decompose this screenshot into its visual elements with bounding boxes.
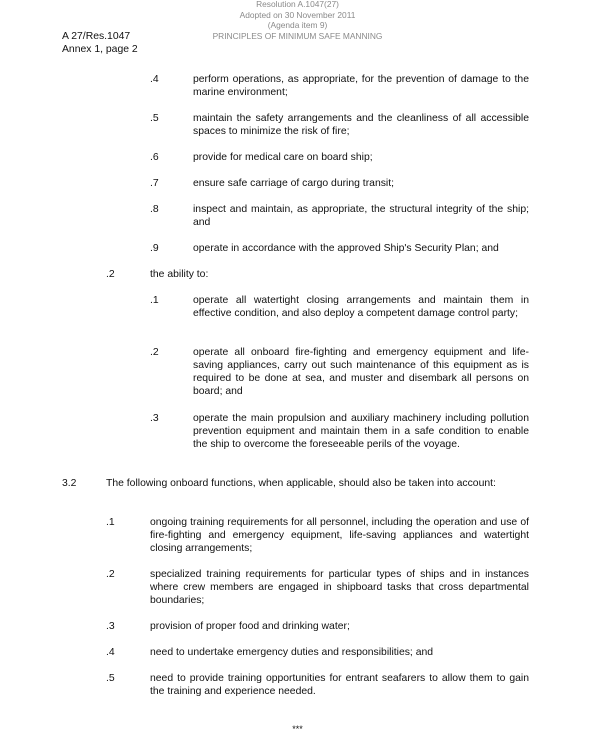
header-title: PRINCIPLES OF MINIMUM SAFE MANNING <box>212 31 383 41</box>
list-item-text: maintain the safety arrangements and the cleanliness of all accessible spaces to minimize the risk of fire; <box>193 113 529 137</box>
page-reference: Annex 1, page 2 <box>62 44 138 55</box>
list-item-number: .5 <box>150 113 159 124</box>
section-heading: the ability to: <box>150 269 209 280</box>
list-item-text: need to undertake emergency duties and responsibilities; and <box>150 647 434 658</box>
doc-reference: A 27/Res.1047 <box>62 31 131 42</box>
list-item-text: perform operations, as appropriate, for the prevention of damage to the marine environment; <box>193 74 529 98</box>
list-item-text: operate in accordance with the approved Ship's Security Plan; and <box>193 243 499 254</box>
section-number: .2 <box>106 269 115 280</box>
list-item-text: ongoing training requirements for all personnel, including the operation and use of fire-fighting and emergency equipment, life-saving appliances and watertight closing arrangements; <box>150 517 529 554</box>
list-item-number: .6 <box>150 152 159 163</box>
list-item-text: provision of proper food and drinking water; <box>150 621 350 632</box>
list-item-text: provide for medical care on board ship; <box>193 152 373 163</box>
list-item-number: .7 <box>150 178 159 189</box>
list-item-text: need to provide training opportunities for entrant seafarers to allow them to gain the training and experience needed. <box>150 673 529 697</box>
end-marker: *** <box>292 724 303 734</box>
list-item-text: operate the main propulsion and auxiliary machinery including pollution prevention equipment and maintain them in a safe condition to enable the ship to overcome the foreseeable perils of the voyage. <box>193 413 529 450</box>
list-item-number: .1 <box>106 517 115 528</box>
list-item-number: .8 <box>150 204 159 215</box>
header-adopted-date: Adopted on 30 November 2011 <box>239 10 356 20</box>
paragraph-text: The following onboard functions, when applicable, should also be taken into account: <box>106 478 496 489</box>
list-item-number: .5 <box>106 673 115 684</box>
list-item-number: .3 <box>106 621 115 632</box>
list-item-number: .9 <box>150 243 159 254</box>
header-agenda-item: (Agenda item 9) <box>267 20 328 30</box>
list-item-number: .4 <box>150 74 159 85</box>
list-item-number: .4 <box>106 647 115 658</box>
list-item-number: .1 <box>150 295 159 306</box>
list-item-text: operate all watertight closing arrangements and maintain them in effective condition, and also deploy a competent damage control party; <box>193 295 529 319</box>
list-item-text: operate all onboard fire-fighting and emergency equipment and life-saving appliances, carry out such maintenance of this equipment as is required to be done at sea, and muster and disembark all persons on board; and <box>193 347 529 397</box>
paragraph-number: 3.2 <box>62 478 77 489</box>
list-item-number: .3 <box>150 413 159 424</box>
list-item-text: inspect and maintain, as appropriate, the structural integrity of the ship; and <box>193 204 529 228</box>
list-item-text: ensure safe carriage of cargo during transit; <box>193 178 394 189</box>
list-item-text: specialized training requirements for particular types of ships and in instances where crew members are engaged in shipboard tasks that cross departmental boundaries; <box>150 569 529 606</box>
header-resolution: Resolution A.1047(27) <box>256 0 339 9</box>
list-item-number: .2 <box>106 569 115 580</box>
list-item-number: .2 <box>150 347 159 358</box>
